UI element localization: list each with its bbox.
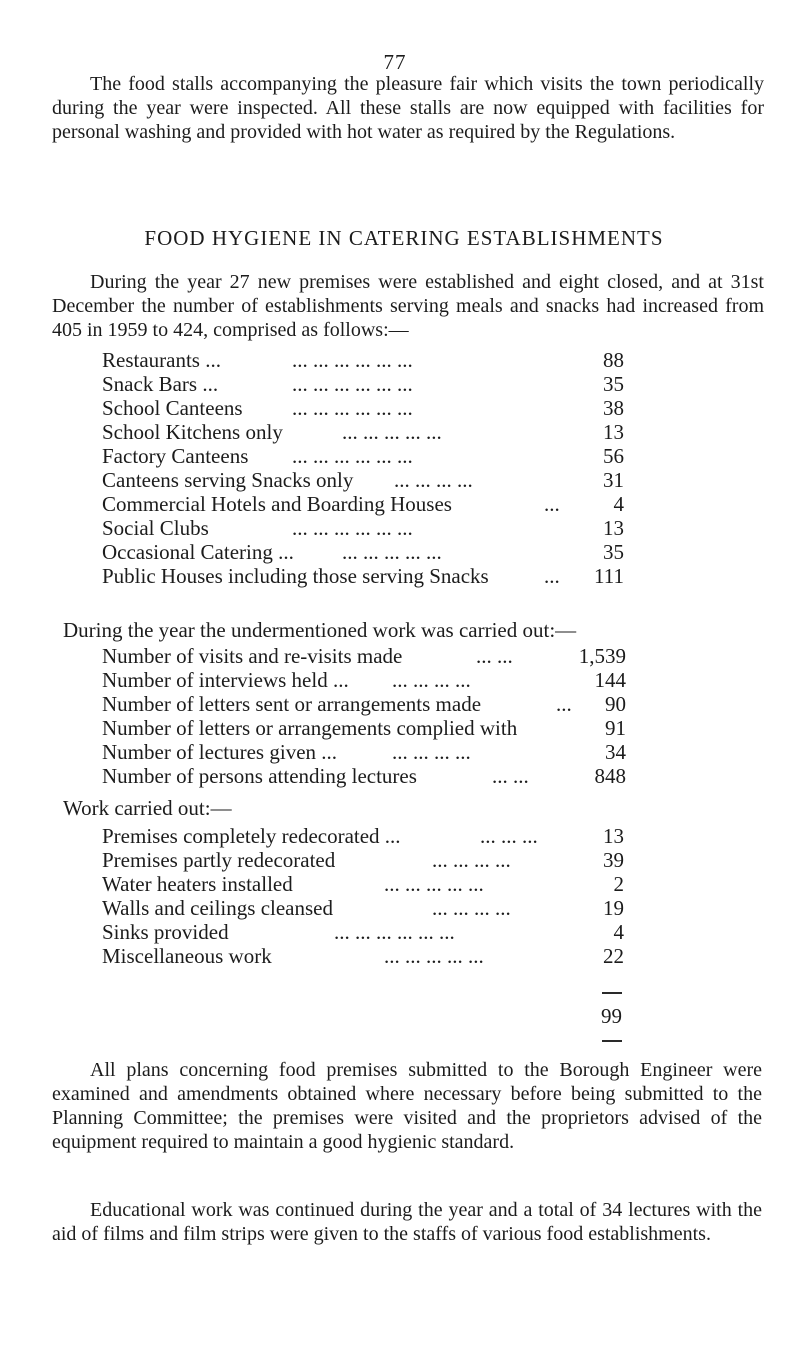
row-leader: ... ... ... ... ... ... <box>292 396 413 420</box>
row-value: 39 <box>603 848 624 872</box>
table-row <box>102 872 624 896</box>
row-label: Factory Canteens <box>102 444 249 468</box>
row-value: 13 <box>603 516 624 540</box>
row-label: Public Houses including those serving Snacks <box>102 564 489 588</box>
carried-out-total: 99 <box>601 1004 622 1028</box>
row-value: 34 <box>605 740 626 764</box>
row-value: 2 <box>613 872 624 896</box>
row-label: Water heaters installed <box>102 872 293 896</box>
row-leader: ... ... ... ... ... <box>384 872 484 896</box>
row-label: Restaurants ... <box>102 348 221 372</box>
table-row <box>102 824 624 848</box>
table-row <box>102 564 624 588</box>
row-label: School Canteens <box>102 396 243 420</box>
row-leader: ... ... ... <box>480 824 538 848</box>
table-row <box>102 420 624 444</box>
row-leader: ... ... ... ... <box>432 848 511 872</box>
table-row <box>102 740 626 764</box>
table-row <box>102 764 626 788</box>
table-row <box>102 348 624 372</box>
row-leader: ... <box>544 492 560 516</box>
row-label: Sinks provided <box>102 920 229 944</box>
table-row <box>102 920 624 944</box>
row-value: 35 <box>603 372 624 396</box>
carried-out-table <box>102 824 624 968</box>
row-label: Number of visits and re-visits made <box>102 644 403 668</box>
row-leader: ... ... ... ... ... ... <box>334 920 455 944</box>
row-leader: ... ... ... ... ... <box>384 944 484 968</box>
row-value: 13 <box>603 420 624 444</box>
row-value: 90 <box>605 692 626 716</box>
total-rule-top <box>602 992 622 994</box>
table-row <box>102 896 624 920</box>
row-label: Social Clubs <box>102 516 209 540</box>
paragraph-plans: All plans concerning food premises submitted to the Borough Engineer were examined and amendments obtained where necessary before being submitted to the Planning Committee; the premises were visited and the proprietors advised of the equipment required to maintain a good hygienic standard. <box>52 1059 762 1153</box>
row-value: 19 <box>603 896 624 920</box>
row-label: Premises completely redecorated ... <box>102 824 401 848</box>
row-value: 111 <box>594 564 624 588</box>
row-label: Snack Bars ... <box>102 372 219 396</box>
row-leader: ... <box>544 564 560 588</box>
table-row <box>102 468 624 492</box>
page-number: 77 <box>383 50 407 74</box>
paragraph-food-stalls: The food stalls accompanying the pleasure fair which visits the town periodically during the year were inspected. All these stalls are now equipped with facilities for personal washing and provided with hot water as required by the Regulations. <box>52 73 764 143</box>
row-leader: ... ... ... ... <box>392 668 471 692</box>
table-row <box>102 944 624 968</box>
row-label: School Kitchens only <box>102 420 283 444</box>
row-leader: ... ... ... ... <box>392 740 471 764</box>
row-leader: ... ... ... ... ... ... <box>292 348 413 372</box>
table-row <box>102 668 626 692</box>
row-value: 35 <box>603 540 624 564</box>
row-value: 13 <box>603 824 624 848</box>
table-row <box>102 444 624 468</box>
row-leader: ... ... ... ... <box>394 468 473 492</box>
table-row <box>102 716 626 740</box>
row-value: 22 <box>603 944 624 968</box>
paragraph-premises: During the year 27 new premises were established and eight closed, and at 31st December the number of establishments serving meals and snacks had increased from 405 in 1959 to 424, comprised as follows:— <box>52 271 764 341</box>
row-leader: ... ... <box>476 644 513 668</box>
row-label: Occasional Catering ... <box>102 540 294 564</box>
table-row <box>102 848 624 872</box>
row-value: 4 <box>613 492 624 516</box>
row-value: 4 <box>613 920 624 944</box>
table-row <box>102 692 626 716</box>
row-value: 848 <box>594 764 626 788</box>
row-leader: ... ... ... ... ... <box>342 540 442 564</box>
table-row <box>102 372 624 396</box>
row-value: 91 <box>605 716 626 740</box>
row-value: 38 <box>603 396 624 420</box>
row-label: Walls and ceilings cleansed <box>102 896 333 920</box>
row-label: Premises partly redecorated <box>102 848 336 872</box>
row-value: 144 <box>594 668 626 692</box>
table-row <box>102 396 624 420</box>
row-leader: ... ... <box>492 764 529 788</box>
paragraph-education: Educational work was continued during the year and a total of 34 lectures with the aid of films and film strips were given to the staffs of various food establishments. <box>52 1199 762 1245</box>
row-leader: ... ... ... ... <box>432 896 511 920</box>
row-label: Number of letters sent or arrangements made <box>102 692 482 716</box>
row-label: Number of lectures given ... <box>102 740 338 764</box>
row-label: Canteens serving Snacks only <box>102 468 354 492</box>
row-label: Commercial Hotels and Boarding Houses <box>102 492 452 516</box>
row-value: 56 <box>603 444 624 468</box>
work-intro: During the year the undermentioned work was carried out:— <box>63 618 577 642</box>
table-row <box>102 540 624 564</box>
row-leader: ... ... ... ... ... ... <box>292 444 413 468</box>
row-label: Number of persons attending lectures <box>102 764 417 788</box>
table-row <box>102 516 624 540</box>
row-leader: ... ... ... ... ... ... <box>292 372 413 396</box>
row-leader: ... <box>556 692 572 716</box>
table-row <box>102 492 624 516</box>
establishments-table <box>102 348 624 588</box>
row-leader: ... ... ... ... ... <box>342 420 442 444</box>
row-label: Number of letters or arrangements complied with <box>102 716 518 740</box>
carried-out-intro: Work carried out:— <box>63 796 232 820</box>
work-table <box>102 644 626 788</box>
row-label: Miscellaneous work <box>102 944 272 968</box>
row-value: 1,539 <box>578 644 626 668</box>
table-row <box>102 644 626 668</box>
section-heading: FOOD HYGIENE IN CATERING ESTABLISHMENTS <box>144 226 664 250</box>
row-value: 31 <box>603 468 624 492</box>
row-value: 88 <box>603 348 624 372</box>
total-rule-bottom <box>602 1040 622 1042</box>
row-label: Number of interviews held ... <box>102 668 349 692</box>
row-leader: ... ... ... ... ... ... <box>292 516 413 540</box>
